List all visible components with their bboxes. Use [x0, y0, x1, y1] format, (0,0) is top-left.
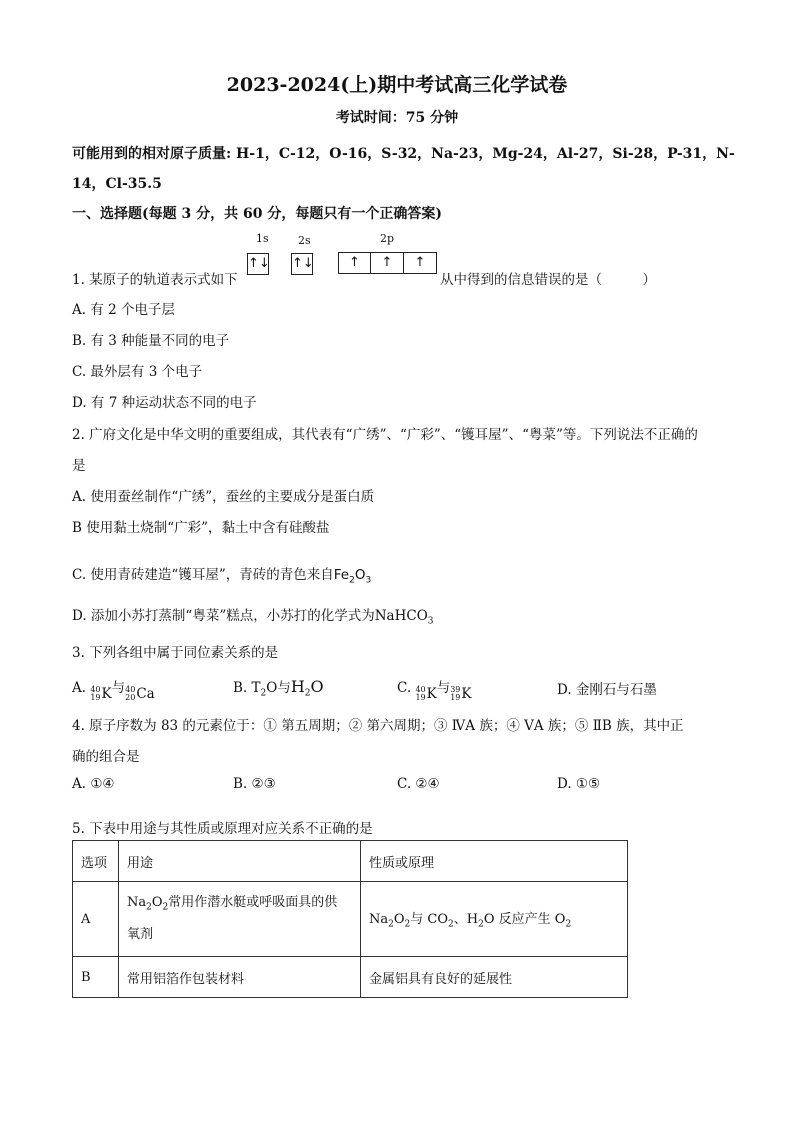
table-cell-use: 常用铝箔作包装材料 — [119, 957, 361, 998]
atomic-number: 20 — [125, 693, 136, 702]
orbital-box: ↑ — [404, 252, 437, 274]
table-header-cell: 用途 — [119, 841, 361, 882]
q3-option-b — [233, 676, 324, 699]
element-symbol: O — [310, 677, 324, 696]
formula-fe2o3 — [333, 567, 372, 586]
mass-number: 39 — [450, 685, 461, 694]
mass-number: 40 — [415, 685, 426, 694]
orbital-2s-box — [291, 252, 313, 275]
q1-option-c: C. 最外层有 3 个电子 — [72, 364, 203, 380]
element-symbol: Ca — [136, 686, 155, 702]
formula-subscript: 3 — [427, 616, 434, 627]
table-row — [73, 882, 628, 957]
nuclide-k40 — [415, 686, 436, 702]
q4-stem-line1: 4. 原子序数为 83 的元素位于：① 第五周期；② 第六周期；③ ⅣA 族；④ ⅤA 族；⑤ ⅡB 族，其中正 — [72, 718, 684, 734]
property-text: 、H — [453, 912, 479, 928]
q2-stem-line2: 是 — [72, 458, 86, 474]
mass-number: 40 — [125, 685, 136, 694]
q3-stem: 3. 下列各组中属于同位素关系的是 — [72, 645, 279, 661]
section-heading: 一、选择题(每题 3 分，共 60 分，每题只有一个正确答案) — [72, 206, 442, 222]
formula-subscript: 2 — [146, 902, 152, 913]
exam-time: 考试时间：75 分钟 — [335, 110, 459, 126]
formula-subscript: 2 — [260, 688, 267, 699]
property-text: O 反应产生 O — [483, 912, 566, 928]
q2-option-c — [72, 563, 371, 586]
q1-stem-before: 1. 某原子的轨道表示式如下 — [72, 272, 238, 288]
orbital-label-2s: 2s — [298, 234, 311, 247]
atomic-number: 19 — [90, 693, 101, 702]
formula-subscript: 3 — [365, 575, 372, 586]
element-symbol: T — [251, 680, 261, 696]
nuclide-k40 — [90, 686, 111, 702]
q2-option-d — [72, 604, 434, 627]
connector-text: 与 — [277, 680, 291, 696]
option-label: B. — [233, 680, 248, 696]
exam-title: 2023-2024(上)期中考试高三化学试卷 — [226, 74, 568, 96]
property-text: 与 CO — [410, 912, 449, 928]
q4-option-c: C. ②④ — [397, 776, 440, 792]
formula-subscript: 2 — [162, 902, 169, 913]
atomic-number: 19 — [415, 693, 426, 702]
q2-option-b: B 使用黏土烧制“广彩”，黏土中含有硅酸盐 — [72, 520, 330, 536]
orbital-2p-boxes — [338, 252, 437, 274]
table-header-row — [73, 841, 628, 882]
q3-option-c — [397, 676, 472, 702]
element-symbol: K — [426, 686, 437, 702]
formula-subscript: 2 — [349, 575, 355, 586]
table-cell-key: B — [73, 957, 119, 998]
use-text: 常用作潜水艇或呼吸面具的供 — [168, 894, 338, 910]
formula-subscript: 2 — [404, 919, 411, 930]
element-symbol: Na — [127, 894, 147, 910]
orbital-box: ↑ — [371, 252, 404, 274]
option-label: C. — [397, 680, 412, 696]
element-symbol: O — [151, 894, 163, 910]
nuclide-k39 — [450, 686, 471, 702]
q4-option-b: B. ②③ — [233, 776, 276, 792]
element-symbol: K — [461, 686, 472, 702]
q3-option-a — [72, 676, 155, 702]
connector-text: 与 — [111, 680, 126, 696]
table-cell-use — [119, 882, 361, 957]
table-cell-property — [361, 882, 628, 957]
element-symbol: O — [393, 912, 405, 928]
nuclide-ca40 — [125, 686, 155, 702]
mass-number: 40 — [90, 685, 101, 694]
table-cell-key: A — [73, 882, 119, 957]
formula-subscript: 2 — [565, 919, 572, 930]
q1-option-a: A. 有 2 个电子层 — [72, 302, 176, 318]
orbital-box: ↑↓ — [247, 253, 269, 275]
table-cell-property: 金属铝具有良好的延展性 — [361, 957, 628, 998]
q1-option-d: D. 有 7 种运动状态不同的电子 — [72, 395, 257, 411]
formula-element: NaHCO — [374, 608, 428, 624]
q4-stem-line2: 确的组合是 — [72, 749, 140, 765]
element-symbol: O — [266, 680, 278, 696]
atomic-mass-line1: 可能用到的相对原子质量: H-1，C-12，O-16，S-32，Na-23，Mg-24，Al-27，Si-28，P-31，N- — [72, 146, 735, 162]
orbital-label-1s: 1s — [256, 232, 269, 245]
formula-subscript: 2 — [304, 688, 311, 699]
formula-subscript: 2 — [448, 919, 454, 930]
q5-stem: 5. 下表中用途与其性质或原理对应关系不正确的是 — [72, 821, 373, 837]
table-header-cell: 性质或原理 — [361, 841, 628, 882]
formula-nahco3 — [374, 608, 434, 627]
table-header-cell: 选项 — [73, 841, 119, 882]
element-symbol: H — [290, 677, 305, 696]
formula-subscript: 2 — [478, 919, 484, 930]
q4-option-d: D. ①⑤ — [557, 776, 601, 792]
q1-stem-after: 从中得到的信息错误的是（ ） — [440, 272, 656, 288]
use-text: 氧剂 — [127, 927, 154, 943]
atomic-mass-line2: 14，Cl-35.5 — [72, 176, 162, 192]
q4-option-a: A. ①④ — [72, 776, 115, 792]
orbital-label-2p: 2p — [380, 232, 395, 245]
option-label: A. — [72, 680, 87, 696]
orbital-box: ↑ — [338, 252, 371, 274]
orbital-box: ↑↓ — [291, 253, 313, 275]
formula-element: O — [354, 567, 366, 583]
atomic-number: 19 — [450, 693, 461, 702]
element-symbol: K — [101, 686, 112, 702]
element-symbol: Na — [369, 912, 389, 928]
q3-option-d: D. 金刚石与石墨 — [557, 682, 657, 698]
formula-subscript: 2 — [388, 919, 394, 930]
q2-option-a: A. 使用蚕丝制作“广绣”，蚕丝的主要成分是蛋白质 — [72, 489, 375, 505]
table-row — [73, 957, 628, 998]
connector-text: 与 — [436, 680, 451, 696]
q2-stem-line1: 2. 广府文化是中华文明的重要组成，其代表有“广绣”、“广彩”、“镬耳屋”、“粤菜”等。下列说法不正确的 — [72, 427, 698, 443]
q1-option-b: B. 有 3 种能量不同的电子 — [72, 333, 230, 349]
q2-option-c-text: C. 使用青砖建造“镬耳屋”，青砖的青色来自 — [72, 567, 334, 583]
formula-element: Fe — [333, 567, 350, 583]
q2-option-d-text: D. 添加小苏打蒸制“粤菜”糕点，小苏打的化学式为 — [72, 608, 375, 624]
orbital-1s-box — [247, 252, 269, 275]
q5-table — [72, 840, 628, 998]
